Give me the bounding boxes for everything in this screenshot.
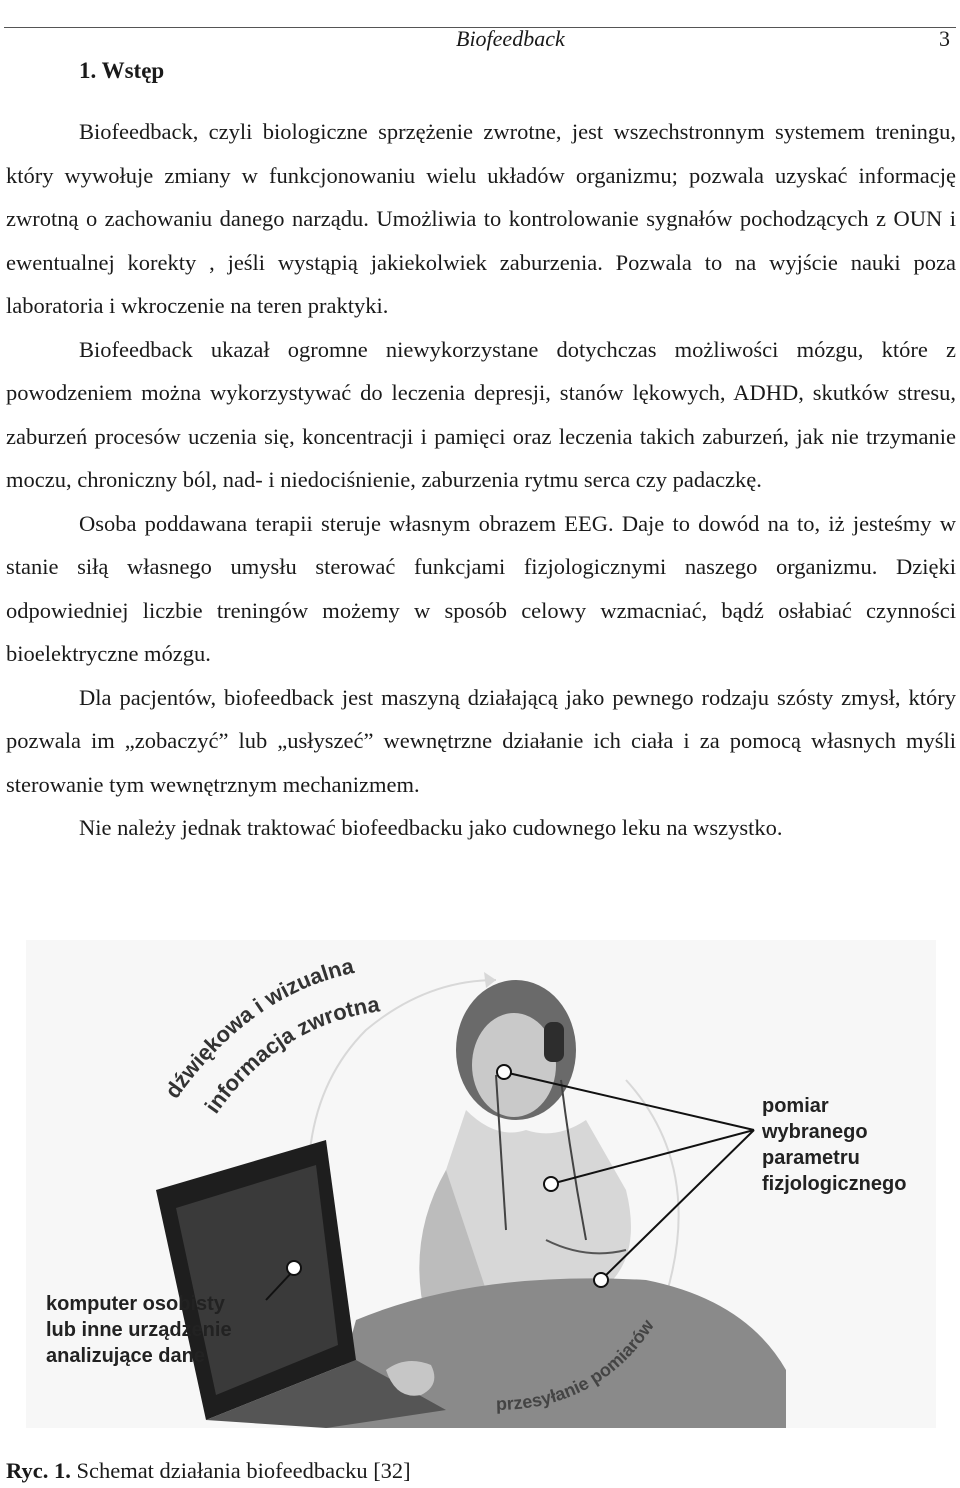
transfer-label: przesyłanie pomiarów — [495, 1315, 658, 1415]
figure-caption — [6, 1458, 411, 1484]
feedback-label-line2: informacja zwrotna — [199, 991, 382, 1118]
computer-label-line2: lub inne urządzenie — [46, 1319, 232, 1341]
page-number: 3 — [939, 26, 950, 51]
measurement-label-line4: fizjologicznego — [762, 1173, 907, 1195]
caption-text: Schemat działania biofeedbacku [32] — [70, 1458, 411, 1483]
section-heading: 1. Wstęp — [79, 58, 165, 83]
paragraph-3: Osoba poddawana terapii steruje własnym obrazem EEG. Daje to dowód na to, iż jesteśmy w stanie siłą własnego umysłu sterować funkcjami fizjologicznymi naszego organizmu. Dzięki odpowiedniej liczbie treningów możemy w sposób celowy wzmacniać, bądź osłabiać czynności bioelektryczne mózgu. — [6, 510, 956, 666]
figure-illustration — [26, 940, 936, 1428]
running-title: Biofeedback — [456, 26, 565, 51]
body-text — [6, 110, 956, 850]
header-rule — [4, 26, 956, 51]
computer-label-line1: komputer osobisty — [46, 1293, 225, 1315]
caption-label: Ryc. 1. — [6, 1458, 71, 1483]
paragraph-1: Biofeedback, czyli biologiczne sprzężenie zwrotne, jest wszechstronnym systemem treningu, który wywołuje zmiany w funkcjonowaniu wielu układów organizmu; pozwala uzyskać informację zwrotną o zachowaniu danego narządu. Umożliwia to kontrolowanie sygnałów pochodzących z OUN i ewentualnej korekty , jeśli wystąpią jakiekolwiek zaburzenia. Pozwala to na wyjście nauki poza laboratoria i wkroczenie na teren praktyki. — [6, 119, 956, 318]
computer-label-line3: analizujące dane — [46, 1345, 205, 1367]
paragraph-4: Dla pacjentów, biofeedback jest maszyną działającą jako pewnego rodzaju szósty zmysł, który pozwala im „zobaczyć” lub „usłyszeć” wewnętrzne działanie ich ciała i za pomocą własnych myśli sterowanie tym wewnętrznym mechanizmem. — [6, 684, 956, 797]
paragraph-2: Biofeedback ukazał ogromne niewykorzystane dotychczas możliwości mózgu, które z powodzeniem można wykorzystywać do leczenia depresji, stanów lękowych, ADHD, skutków stresu, zaburzeń procesów uczenia się, koncentracji i pamięci oraz leczenia takich zaburzeń, jak nie trzymanie moczu, chroniczny ból, nad- i niedociśnienie, zaburzenia rytmu serca czy padaczkę. — [6, 336, 956, 492]
measurement-label-line1: pomiar — [762, 1095, 829, 1117]
paragraph-5: Nie należy jednak traktować biofeedbacku jako cudownego leku na wszystko. — [79, 815, 783, 840]
measurement-label-line3: parametru — [762, 1147, 860, 1169]
biofeedback-figure — [26, 940, 936, 1428]
feedback-label-line1: dźwiękowa i wizualna — [159, 953, 357, 1103]
measurement-label-line2: wybranego — [762, 1121, 868, 1143]
